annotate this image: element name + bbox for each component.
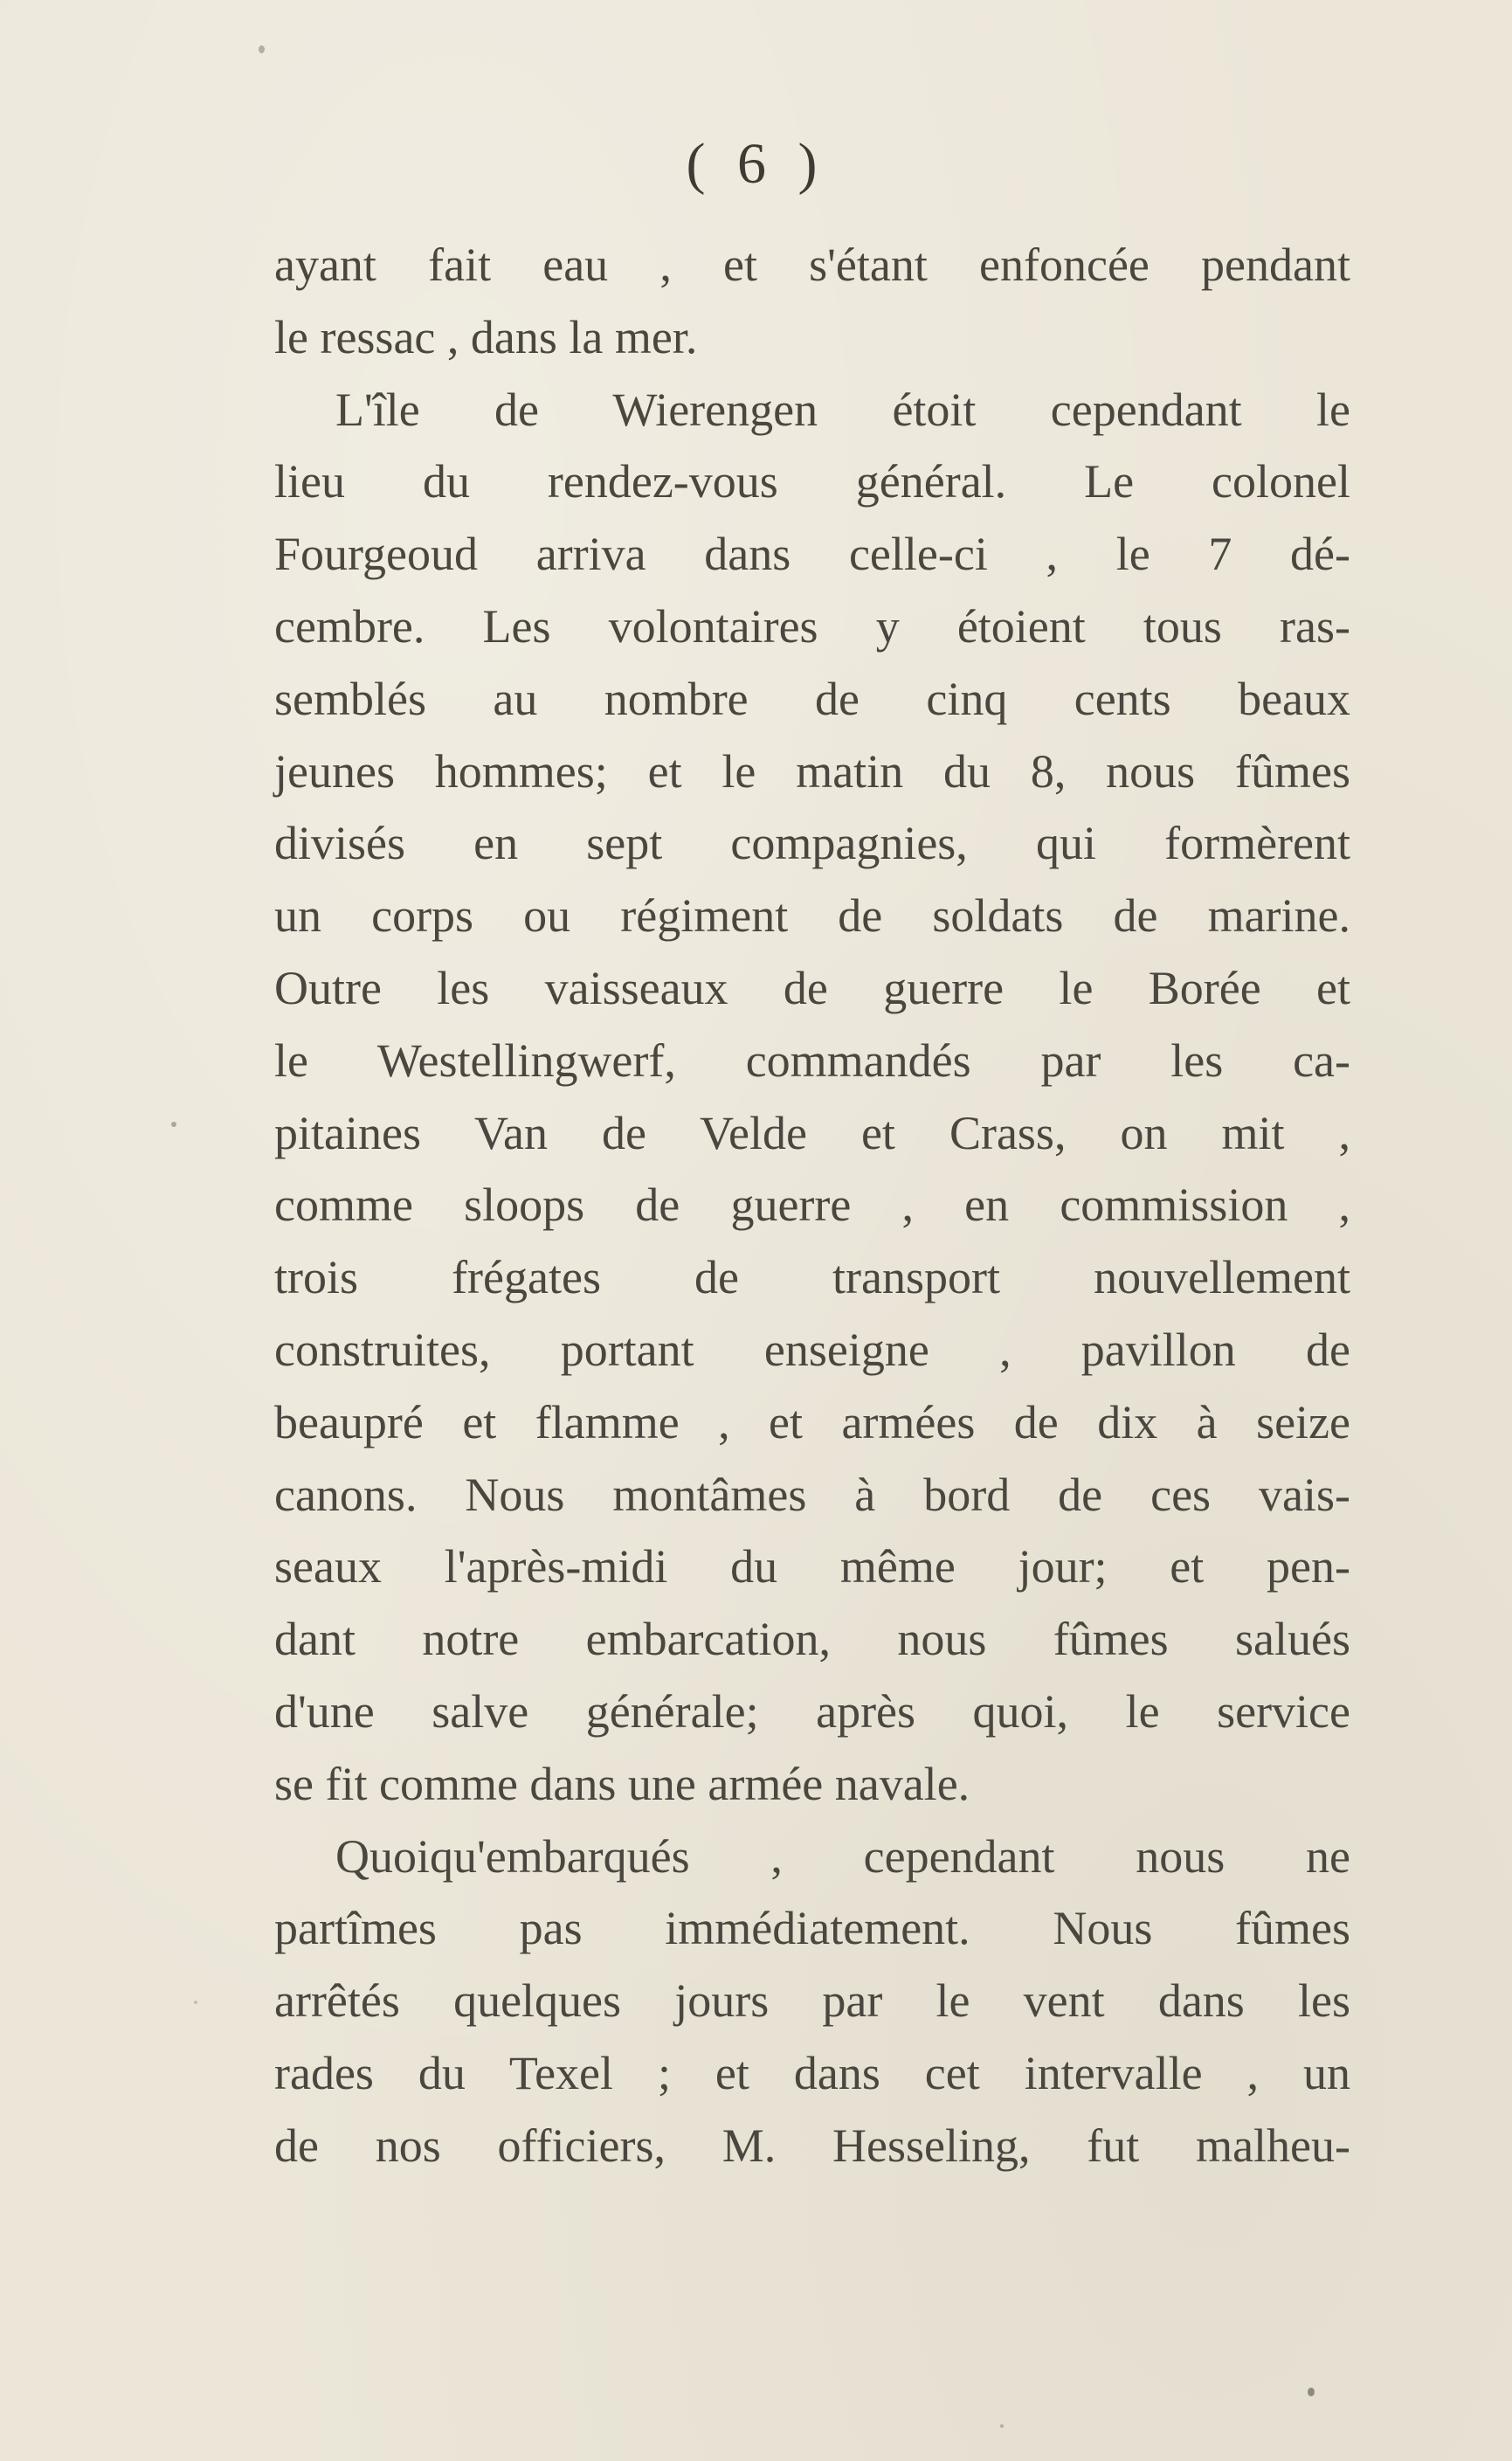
text-line-4: lieu du rendez-vous général. Le colonel [274, 455, 1350, 508]
text-line-11: Outre les vaisseaux de guerre le Borée et [274, 961, 1350, 1014]
text-line-10: un corps ou régiment de soldats de marine. [274, 889, 1350, 943]
text-line-12: le Westellingwerf, commandés par les ca- [274, 1033, 1350, 1087]
text-line-9: divisés en sept compagnies, qui formèrent [274, 817, 1350, 870]
text-line-23: Quoiqu'embarqués , cependant nous ne [335, 1829, 1350, 1883]
text-line-16: construites, portant enseigne , pavillon de [274, 1323, 1350, 1376]
text-line-25: arrêtés quelques jours par le vent dans les [274, 1974, 1350, 2028]
text-line-24: partîmes pas immédiatement. Nous fûmes [274, 1902, 1350, 1955]
text-line-7: semblés au nombre de cinq cents beaux [274, 672, 1350, 725]
text-line-22: se fit comme dans une armée navale. [274, 1757, 970, 1810]
text-line-19: seaux l'après-midi du même jour; et pen- [274, 1540, 1350, 1593]
text-line-2: le ressac , dans la mer. [274, 310, 698, 363]
text-line-27: de nos officiers, M. Hesseling, fut malheu- [274, 2119, 1350, 2172]
text-line-15: trois frégates de transport nouvellement [274, 1251, 1350, 1304]
paper-speck [194, 2001, 197, 2004]
paper-speck [259, 45, 265, 53]
text-line-5: Fourgeoud arriva dans celle-ci , le 7 dé- [274, 528, 1350, 581]
text-line-1: ayant fait eau , et s'étant enfoncée pendant [274, 238, 1350, 291]
paper-speck [171, 1122, 176, 1127]
page-number: ( 6 ) [686, 132, 826, 196]
text-line-26: rades du Texel ; et dans cet intervalle , un [274, 2046, 1350, 2099]
text-line-17: beaupré et flamme , et armées de dix à seize [274, 1395, 1350, 1448]
text-line-18: canons. Nous montâmes à bord de ces vais- [274, 1468, 1350, 1521]
text-line-8: jeunes hommes; et le matin du 8, nous fûmes [274, 744, 1350, 798]
text-line-20: dant notre embarcation, nous fûmes salués [274, 1613, 1350, 1666]
text-line-21: d'une salve générale; après quoi, le service [274, 1684, 1350, 1738]
paper-speck [1000, 2424, 1004, 2428]
text-line-13: pitaines Van de Velde et Crass, on mit , [274, 1106, 1350, 1159]
text-line-14: comme sloops de guerre , en commission , [274, 1179, 1350, 1232]
text-line-3: L'île de Wierengen étoit cependant le [335, 383, 1350, 436]
body-text [274, 229, 1350, 2182]
paper-speck [1308, 2388, 1315, 2396]
text-line-6: cembre. Les volontaires y étoient tous ras- [274, 599, 1350, 653]
